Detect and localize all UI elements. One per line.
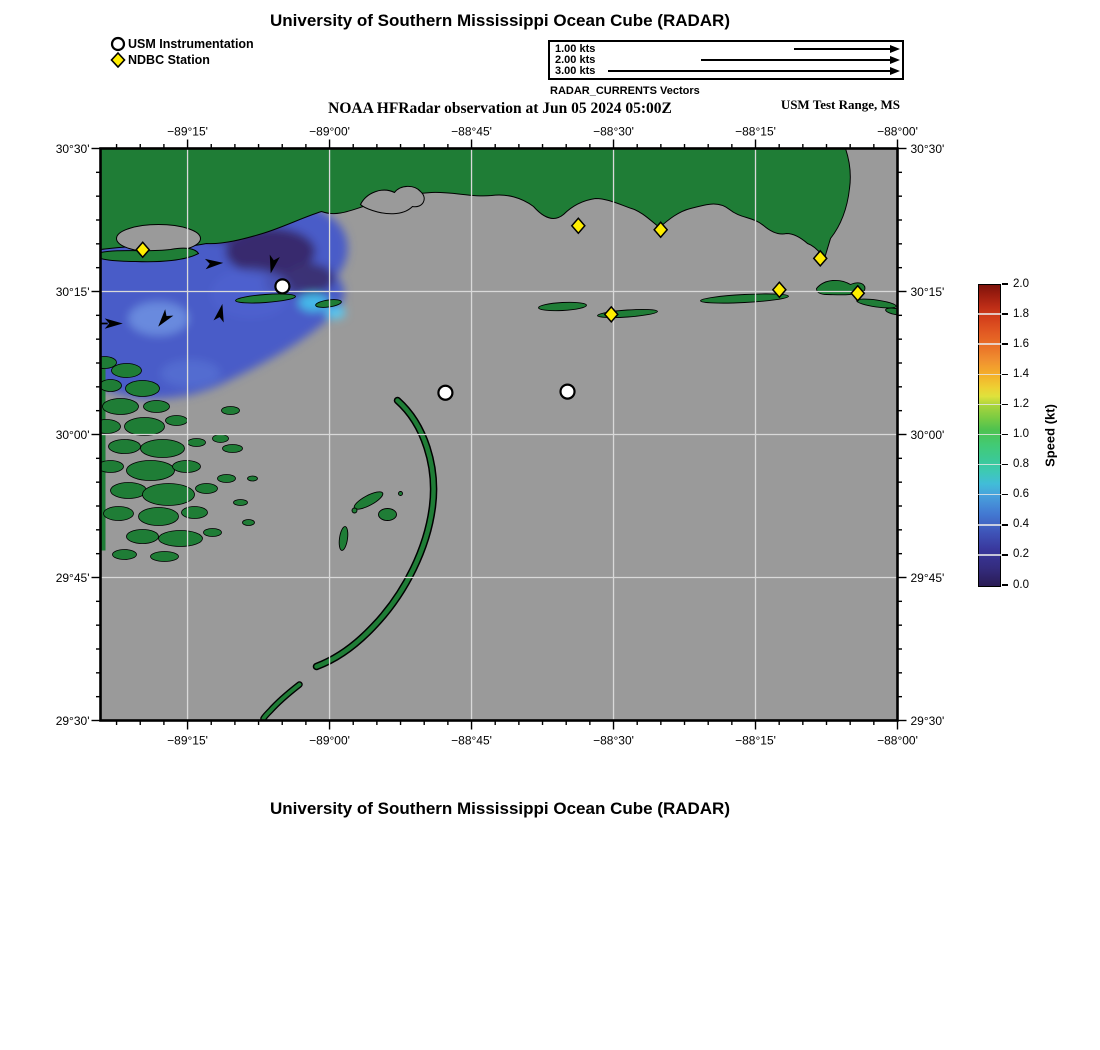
map-canvas (88, 149, 906, 721)
usm-instrumentation-marker (561, 385, 575, 399)
marsh-blob (126, 381, 160, 397)
colorbar-inner-line (978, 464, 1002, 466)
colorbar-tick-label: 1.6 (1013, 337, 1029, 350)
colorbar-tick-label: 0.8 (1013, 458, 1029, 471)
colorbar-tick (1002, 434, 1008, 436)
colorbar-tick (1002, 404, 1008, 406)
colorbar-tick-label: 1.8 (1013, 307, 1029, 320)
marsh-blob (141, 440, 185, 458)
y-axis-tick-label: 30°30' (55, 142, 90, 156)
x-axis-tick-label: −88°30' (593, 733, 634, 748)
marsh-blob (243, 520, 255, 526)
marsh-blob (213, 435, 229, 443)
colorbar-inner-line (978, 494, 1002, 496)
x-axis-tick-label: −89°00' (309, 124, 350, 139)
marsh-blob (151, 552, 179, 562)
x-axis-tick-label: −88°45' (451, 733, 492, 748)
x-axis-tick-label: −88°30' (593, 124, 634, 139)
marsh-blob (234, 500, 248, 506)
colorbar-tick (1002, 464, 1008, 466)
colorbar-inner-line (978, 554, 1002, 556)
y-axis-tick-label: 30°00' (55, 428, 90, 442)
marsh-blob (159, 531, 203, 547)
marsh-blob (103, 399, 139, 415)
colorbar-tick (1002, 584, 1008, 586)
marsh-blob (188, 439, 206, 447)
marsh-blob (93, 420, 121, 434)
colorbar-tick-label: 1.4 (1013, 367, 1029, 380)
marsh-blob (127, 461, 175, 481)
y-axis-tick-label: 30°30' (910, 142, 945, 156)
marsh-blob (196, 484, 218, 494)
colorbar-tick (1002, 343, 1008, 345)
colorbar-tick-label: 1.0 (1013, 428, 1029, 440)
x-axis-tick-label: −88°00' (877, 733, 918, 748)
marsh-blob (109, 440, 141, 454)
colorbar-tick (1002, 494, 1008, 496)
marsh-blob (173, 461, 201, 473)
legend-label: NDBC Station (128, 53, 210, 67)
usm-instrumentation-marker (275, 279, 289, 293)
marsh-blob (204, 529, 222, 537)
colorbar (978, 284, 1001, 587)
scale-row-label: 1.00 kts (555, 42, 596, 55)
colorbar-inner-line (978, 524, 1002, 526)
y-axis-tick-label: 29°30' (55, 714, 90, 728)
x-axis-tick-label: −88°15' (735, 124, 776, 139)
colorbar-inner-line (978, 343, 1002, 345)
x-axis-tick-label: −88°00' (877, 124, 918, 139)
x-axis-tick-label: −89°00' (309, 733, 350, 748)
marsh-blob (100, 380, 122, 392)
colorbar-tick-label: 0.0 (1013, 578, 1029, 591)
marsh-blob (127, 530, 159, 544)
y-axis-tick-label: 30°15' (55, 285, 90, 299)
colorbar-inner-line (978, 374, 1002, 376)
marsh-blob (112, 364, 142, 378)
scale-row-label: 2.00 kts (555, 53, 596, 66)
colorbar-inner-line (978, 434, 1002, 436)
colorbar-inner-line (978, 404, 1002, 406)
marsh-blob (143, 484, 195, 506)
colorbar-tick (1002, 313, 1008, 315)
usm-instrumentation-marker (438, 386, 452, 400)
scale-row-label: 3.00 kts (555, 64, 596, 77)
marsh-blob (111, 483, 147, 499)
colorbar-tick-label: 0.2 (1013, 548, 1029, 561)
marsh-blob (223, 445, 243, 453)
colorbar-tick (1002, 524, 1008, 526)
marsh-blob (182, 507, 208, 519)
y-axis-tick-label: 29°30' (910, 714, 945, 728)
colorbar-label: Speed (kt) (1042, 404, 1058, 467)
marsh-blob (166, 416, 188, 426)
colorbar-inner-line (978, 313, 1002, 315)
colorbar-tick (1002, 374, 1008, 376)
y-axis-tick-label: 29°45' (910, 571, 945, 585)
marsh-blob (144, 401, 170, 413)
y-axis-tick-label: 30°15' (910, 285, 945, 299)
vector-scale-caption: RADAR_CURRENTS Vectors (550, 85, 700, 97)
x-axis-tick-label: −88°45' (451, 124, 492, 139)
bottom-page-title: University of Southern Mississippi Ocean Cube (RADAR) (269, 799, 730, 818)
x-axis-tick-label: −88°15' (735, 733, 776, 748)
colorbar-tick (1002, 554, 1008, 556)
colorbar-tick (1002, 283, 1008, 285)
colorbar-tick-label: 1.2 (1013, 397, 1029, 410)
y-axis-tick-label: 30°00' (910, 428, 945, 442)
marsh-blob (139, 508, 179, 526)
colorbar-tick-label: 0.4 (1013, 518, 1029, 531)
x-axis-tick-label: −89°15' (167, 124, 208, 139)
x-axis-tick-label: −89°15' (167, 733, 208, 748)
legend-label: USM Instrumentation (128, 37, 254, 51)
marsh-blob (248, 476, 258, 481)
marsh-blob (125, 418, 165, 436)
marsh-blob (113, 550, 137, 560)
colorbar-tick-label: 0.6 (1013, 488, 1029, 501)
marsh-blob (222, 407, 240, 415)
marsh-blob (104, 507, 134, 521)
observation-subtitle: NOAA HFRadar observation at Jun 05 2024 05:00Z (328, 100, 672, 117)
colorbar-tick-label: 2.0 (1013, 277, 1029, 290)
test-range-label: USM Test Range, MS (780, 97, 900, 112)
page-title: University of Southern Mississippi Ocean Cube (RADAR) (269, 11, 730, 30)
marsh-blob (218, 475, 236, 483)
y-axis-tick-label: 29°45' (55, 571, 90, 585)
